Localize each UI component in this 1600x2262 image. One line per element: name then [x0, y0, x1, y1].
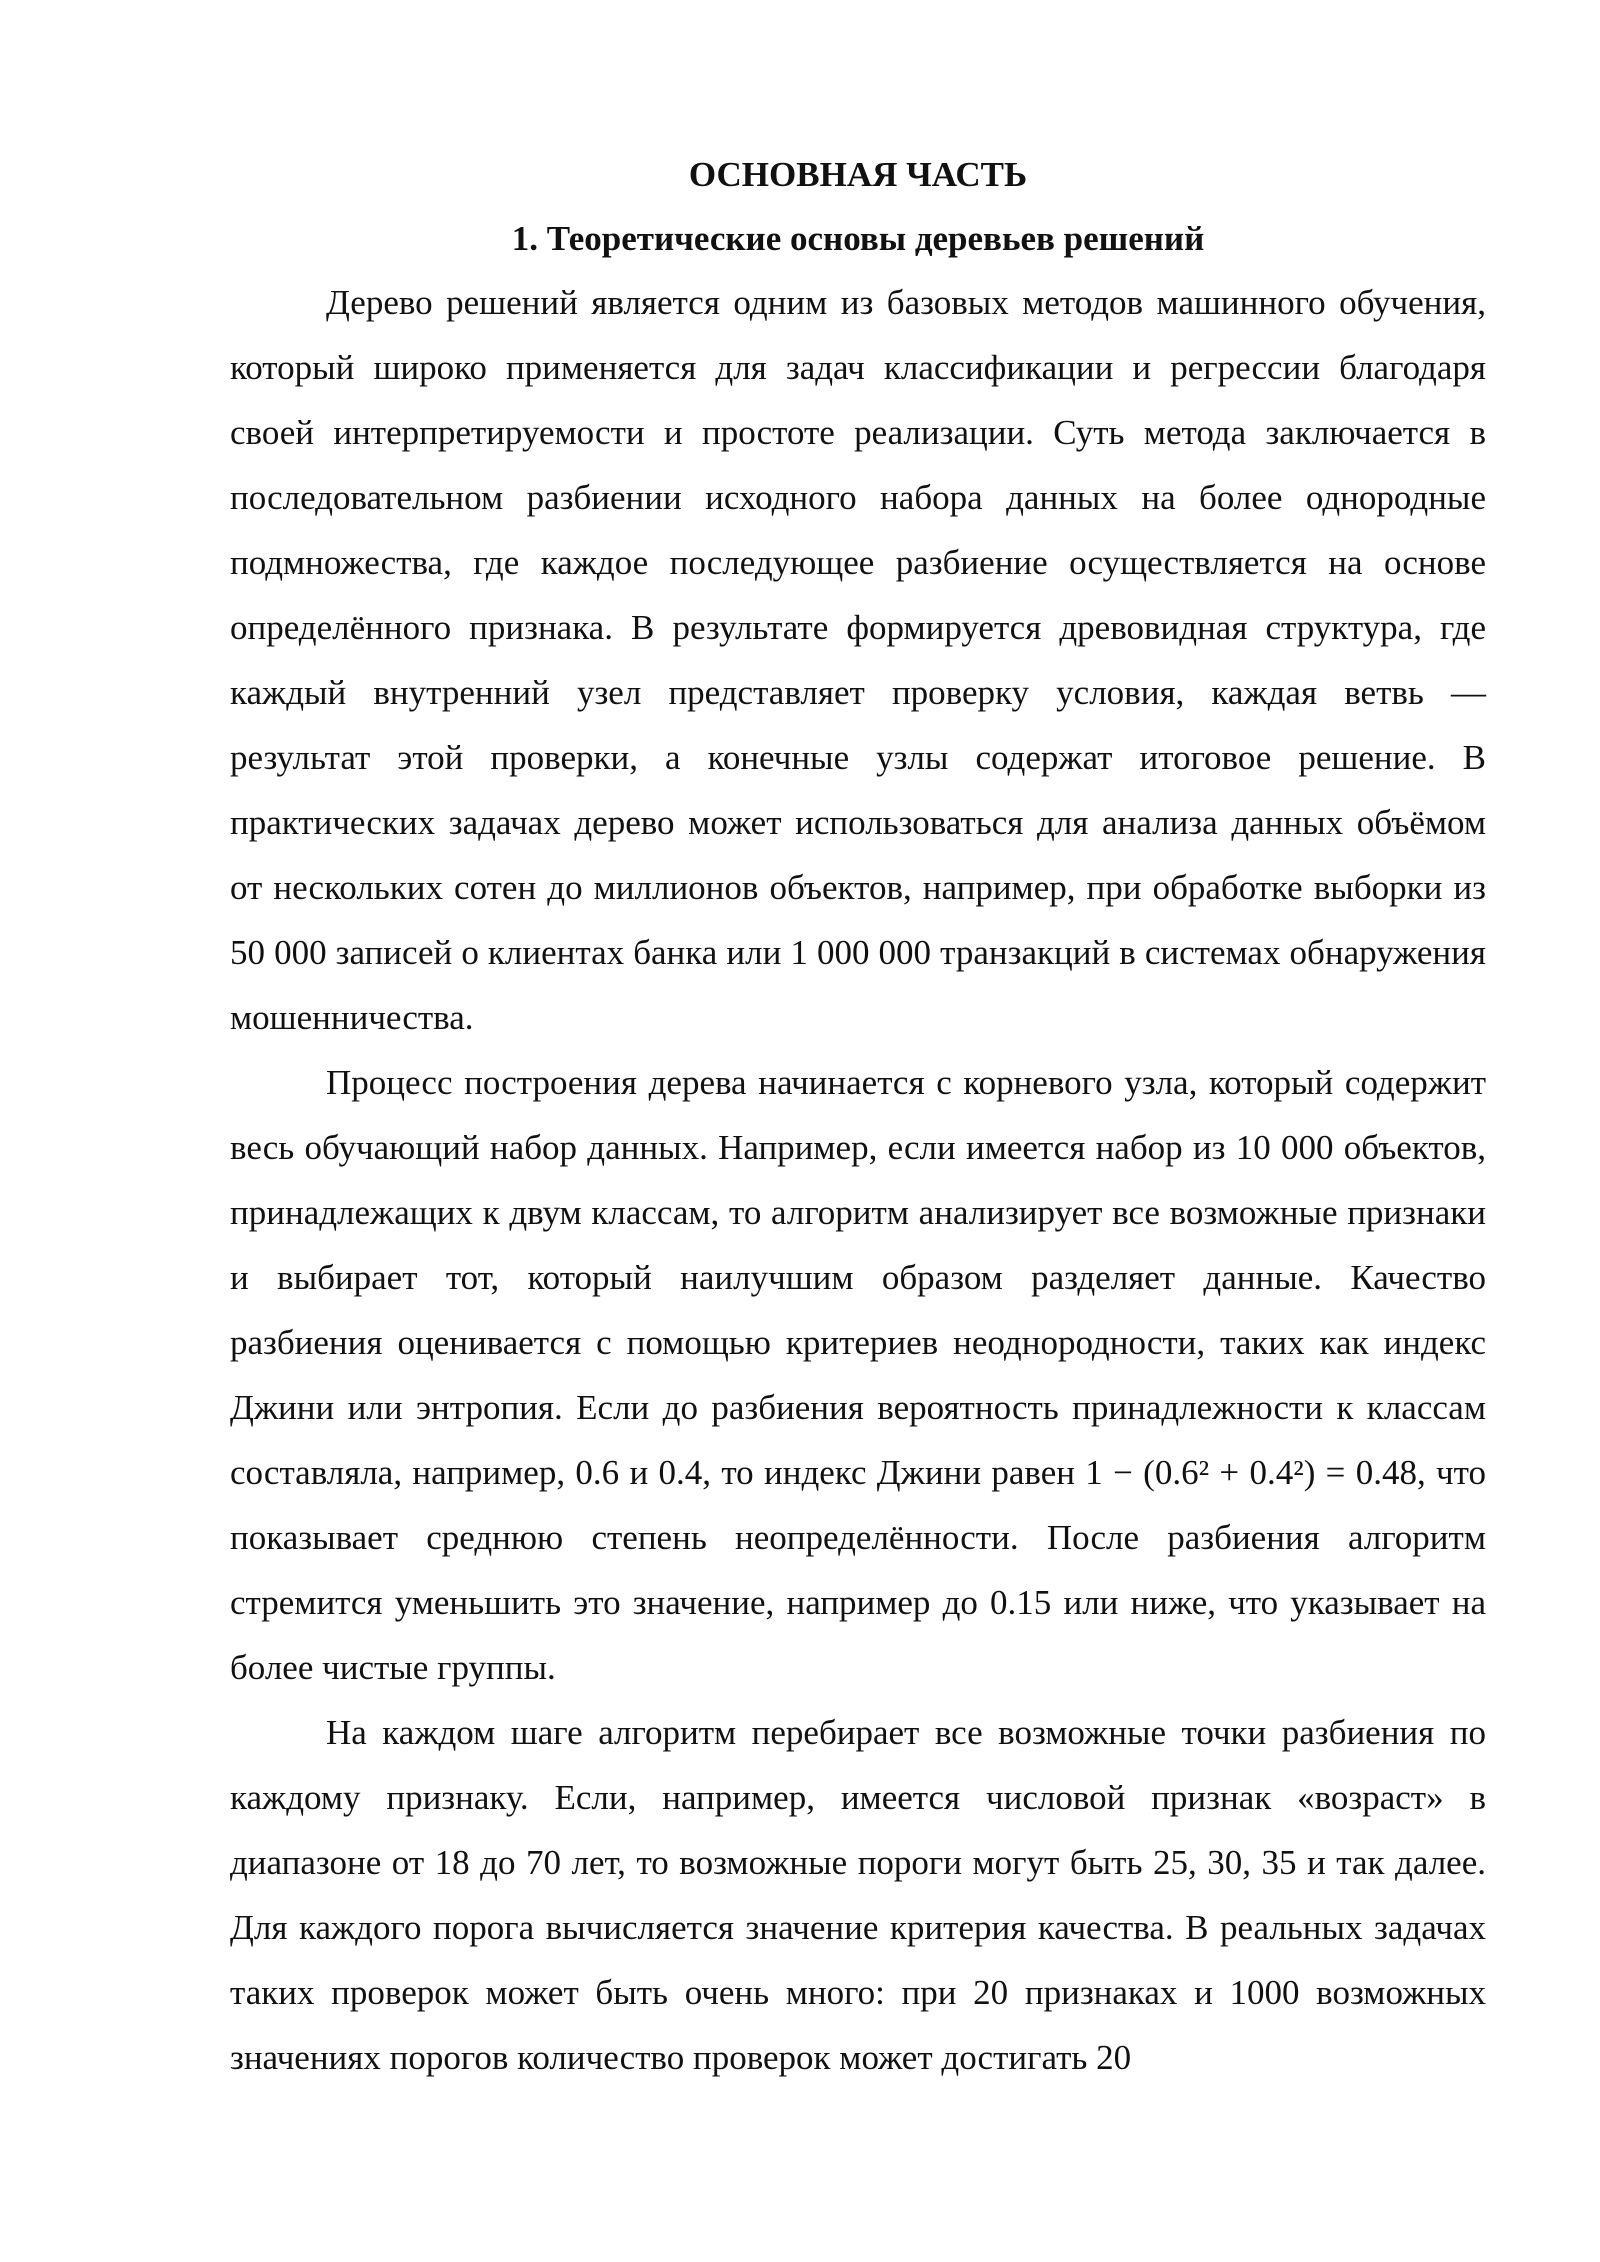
paragraph-2: Процесс построения дерева начинается с корневого узла, который содержит весь обучающий набор данных. Например, если имеется набор из 10 000 объектов, принадлежащих к двум классам, то алгоритм анализирует все возможные признаки и выбирает тот, который наилучшим образом разделяет данные. Качество разбиения оценивается с помощью критериев неоднородности, таких как индекс Джини или энтропия. Если до разбиения вероятность принадлежности к классам составляла, например, 0.6 и 0.4, то индекс Джини равен 1 − (0.6² + 0.4²) = 0.48, что показывает среднюю степень неопределённости. После разбиения алгоритм стремится уменьшить это значение, например до 0.15 или ниже, что указывает на более чистые группы. — [230, 1063, 1486, 1687]
chapter-heading: ОСНОВНАЯ ЧАСТЬ — [688, 155, 1028, 194]
document-body — [230, 150, 1486, 2090]
paragraph-1: Дерево решений является одним из базовых методов машинного обучения, который широко применяется для задач классификации и регрессии благодаря своей интерпретируемости и простоте реализации. Суть метода заключается в последовательном разбиении исходного набора данных на более однородные подмножества, где каждое последующее разбиение осуществляется на основе определённого признака. В результате формируется древовидная структура, где каждый внутренний узел представляет проверку условия, каждая ветвь — результат этой проверки, а конечные узлы содержат итоговое решение. В практических задачах дерево может использоваться для анализа данных объёмом от нескольких сотен до миллионов объектов, например, при обработке выборки из 50 000 записей о клиентах банка или 1 000 000 транзакций в системах обнаружения мошенничества. — [230, 283, 1486, 1037]
paragraph-3: На каждом шаге алгоритм перебирает все возможные точки разбиения по каждому признаку. Если, например, имеется числовой признак «возраст» в диапазоне от 18 до 70 лет, то возможные пороги могут быть 25, 30, 35 и так далее. Для каждого порога вычисляется значение критерия качества. В реальных задачах таких проверок может быть очень много: при 20 признаках и 1000 возможных значениях порогов количество проверок может достигать 20 — [230, 1713, 1486, 2077]
section-title: 1. Теоретические основы деревьев решений — [511, 219, 1205, 258]
